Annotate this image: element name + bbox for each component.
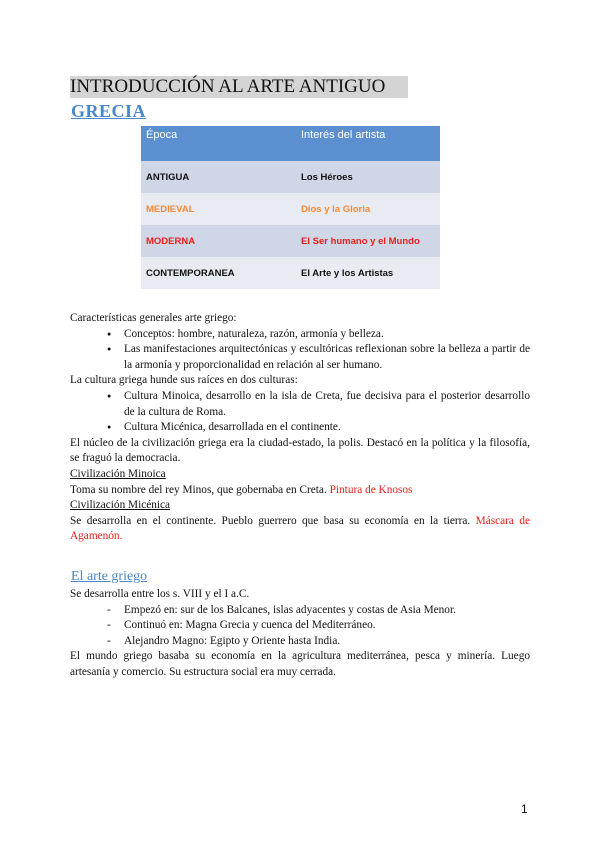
minoica-highlight: Pintura de Knosos <box>329 483 413 496</box>
table-cell-epoch: ANTIGUA <box>141 161 296 193</box>
list-item: ● Conceptos: hombre, naturaleza, razón, armonía y belleza. <box>124 327 530 343</box>
section-heading-grecia: GRECIA <box>71 101 147 121</box>
table-cell-epoch: MEDIEVAL <box>141 193 296 225</box>
minoica-paragraph <box>70 483 530 499</box>
arte-griego-closing: El mundo griego basaba su economía en la agricultura mediterránea, pesca y minería. Luego artesanía y comercio. Su estructura social era muy cerrada. <box>70 650 530 678</box>
table-cell-interest: El Ser humano y el Mundo <box>296 225 440 257</box>
table-row <box>141 257 440 289</box>
page-number: 1 <box>521 802 528 816</box>
arte-griego-body <box>70 587 530 681</box>
table-cell-interest: Dios y la Gloria <box>296 193 440 225</box>
list-item: - Continuó en: Magna Grecia y cuenca del Mediterráneo. <box>124 618 530 634</box>
arte-griego-intro: Se desarrolla entre los s. VIII y el I a.C. <box>70 588 250 600</box>
list-item: ● Las manifestaciones arquitectónicas y escultóricas reflexionan sobre la belleza a partir de la armonía y proporcionalidad en relación al ser humano. <box>124 342 530 373</box>
page-title: INTRODUCCIÓN AL ARTE ANTIGUO <box>70 76 408 98</box>
micenica-text: Se desarrolla en el continente. Pueblo guerrero que basa su economía en la tierra. <box>70 514 471 527</box>
micenica-highlight: Máscara de Agamenón. <box>70 514 530 543</box>
polis-paragraph: El núcleo de la civilización griega era la ciudad-estado, la polis. Destacó en la política y la filosofía, se fraguó la democracia. <box>70 436 530 465</box>
table-row <box>141 161 440 193</box>
raices-intro: La cultura griega hunde sus raíces en dos culturas: <box>70 374 298 387</box>
minoica-heading: Civilización Minoica <box>70 467 166 480</box>
table-row <box>141 225 440 257</box>
table-cell-interest: Los Héroes <box>296 161 440 193</box>
list-item: ● Cultura Minoica, desarrollo en la isla de Creta, fue decisiva para el posterior desarrollo de la cultura de Roma. <box>124 389 530 420</box>
list-item: - Empezó en: sur de los Balcanes, islas adyacentes y costas de Asia Menor. <box>124 603 530 619</box>
caracteristicas-intro: Características generales arte griego: <box>70 312 237 324</box>
table-row <box>141 193 440 225</box>
raices-list <box>70 389 530 436</box>
table-header-row <box>141 126 440 161</box>
micenica-paragraph <box>70 514 530 545</box>
micenica-heading: Civilización Micénica <box>70 499 171 512</box>
main-body <box>70 311 530 545</box>
table-cell-interest: El Arte y los Artistas <box>296 257 440 289</box>
arte-griego-heading: El arte griego <box>71 569 148 584</box>
list-item: ● Cultura Micénica, desarrollada en el continente. <box>124 420 530 436</box>
table-cell-epoch: MODERNA <box>141 225 296 257</box>
epoch-table <box>141 126 440 289</box>
minoica-text: Toma su nombre del rey Minos, que gobernaba en Creta. <box>70 483 327 496</box>
table-cell-epoch: CONTEMPORANEA <box>141 257 296 289</box>
list-item: - Alejandro Magno: Egipto y Oriente hasta India. <box>124 634 530 650</box>
table-header-interest: Interés del artista <box>296 126 440 161</box>
arte-griego-list <box>70 603 530 650</box>
table-header-epoch: Época <box>141 126 296 161</box>
caracteristicas-list <box>70 327 530 374</box>
